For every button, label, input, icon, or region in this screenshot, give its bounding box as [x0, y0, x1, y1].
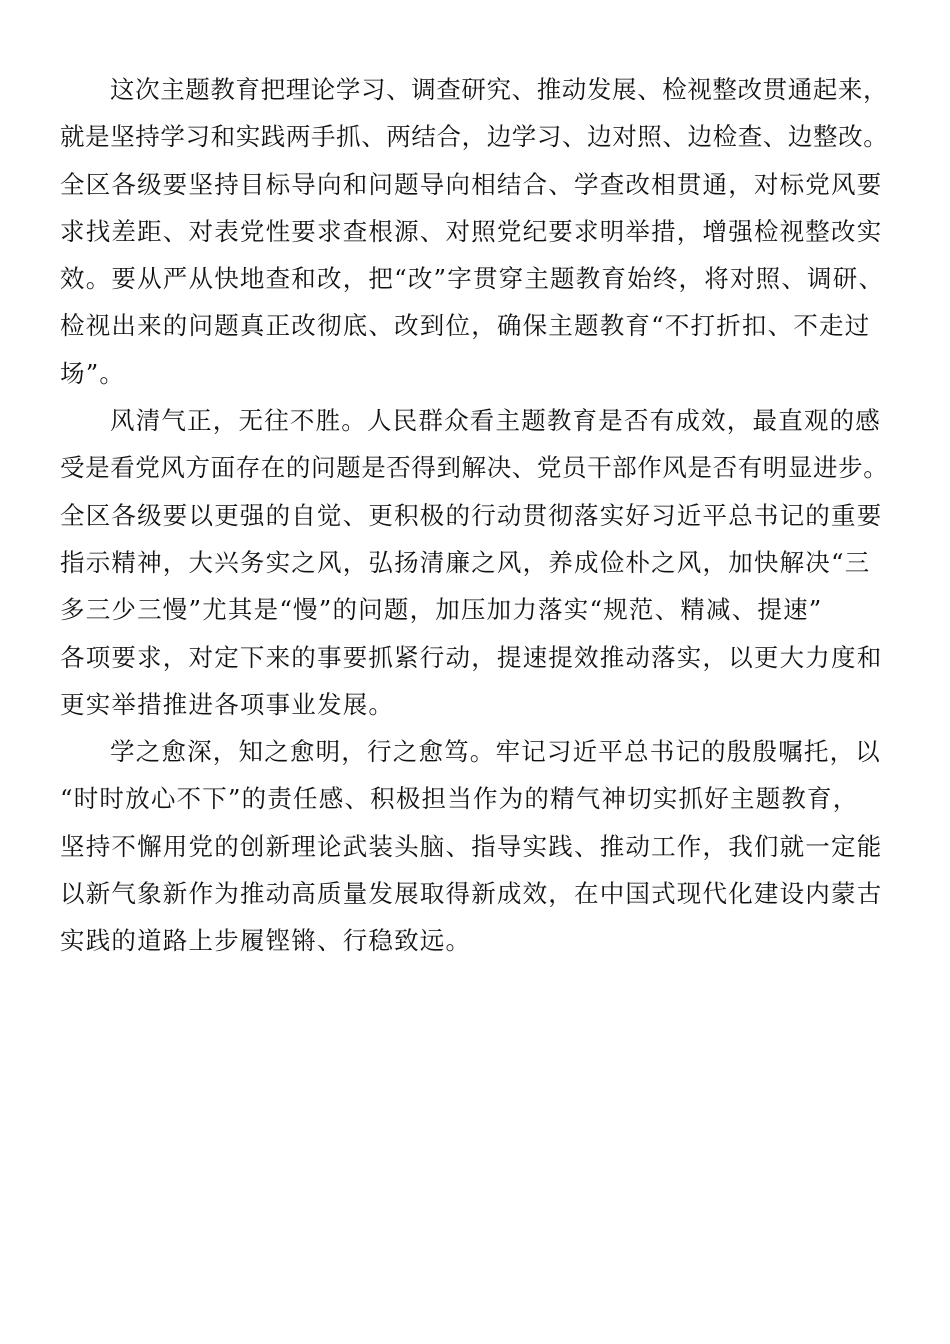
text-line: 全区各级要坚持目标导向和问题导向相结合、学查改相贯通，对标党风要 [60, 169, 883, 199]
text-line: 指示精神，大兴务实之风，弘扬清廉之风，养成俭朴之风，加快解决“三 [60, 547, 871, 577]
text-line: “时时放心不下”的责任感、积极担当作为的精气神切实抓好主题教育， [60, 784, 859, 814]
text-line: 场”。 [60, 358, 126, 388]
text-line: 多三少三慢”尤其是“慢”的问题，加压加力落实“规范、精减、提速” [60, 595, 823, 625]
text-line: 学之愈深，知之愈明，行之愈笃。牢记习近平总书记的殷殷嘱托，以 [110, 737, 881, 767]
text-line: 就是坚持学习和实践两手抓、两结合，边学习、边对照、边检查、边整改。 [60, 122, 889, 152]
text-line: 这次主题教育把理论学习、调查研究、推动发展、检视整改贯通起来， [110, 75, 889, 104]
text-line: 更实举措推进各项事业发展。 [60, 689, 395, 719]
text-line: 检视出来的问题真正改彻底、改到位，确保主题教育“不打折扣、不走过 [60, 311, 871, 341]
document-body [60, 66, 890, 965]
paragraph-theme-education-rectification [60, 66, 890, 397]
text-line: 实践的道路上步履铿锵、行稳致远。 [60, 926, 472, 956]
text-line: 坚持不懈用党的创新理论武装头脑、指导实践、推动工作，我们就一定能 [60, 831, 883, 861]
text-line: 求找差距、对表党性要求查根源、对照党纪要求明举措，增强检视整改实 [60, 216, 883, 246]
text-line: 全区各级要以更强的自觉、更积极的行动贯彻落实好习近平总书记的重要 [60, 500, 883, 530]
text-line: 效。要从严从快地查和改，把“改”字贯穿主题教育始终，将对照、调研、 [60, 264, 885, 294]
text-line: 受是看党风方面存在的问题是否得到解决、党员干部作风是否有明显进步。 [60, 453, 889, 483]
paragraph-party-style [60, 397, 890, 728]
text-line: 各项要求，对定下来的事要抓紧行动，提速提效推动落实，以更大力度和 [60, 642, 883, 672]
text-line: 以新气象新作为推动高质量发展取得新成效，在中国式现代化建设内蒙古 [60, 879, 883, 909]
paragraph-conclusion [60, 728, 890, 964]
text-line: 风清气正，无往不胜。人民群众看主题教育是否有成效，最直观的感 [110, 406, 881, 436]
